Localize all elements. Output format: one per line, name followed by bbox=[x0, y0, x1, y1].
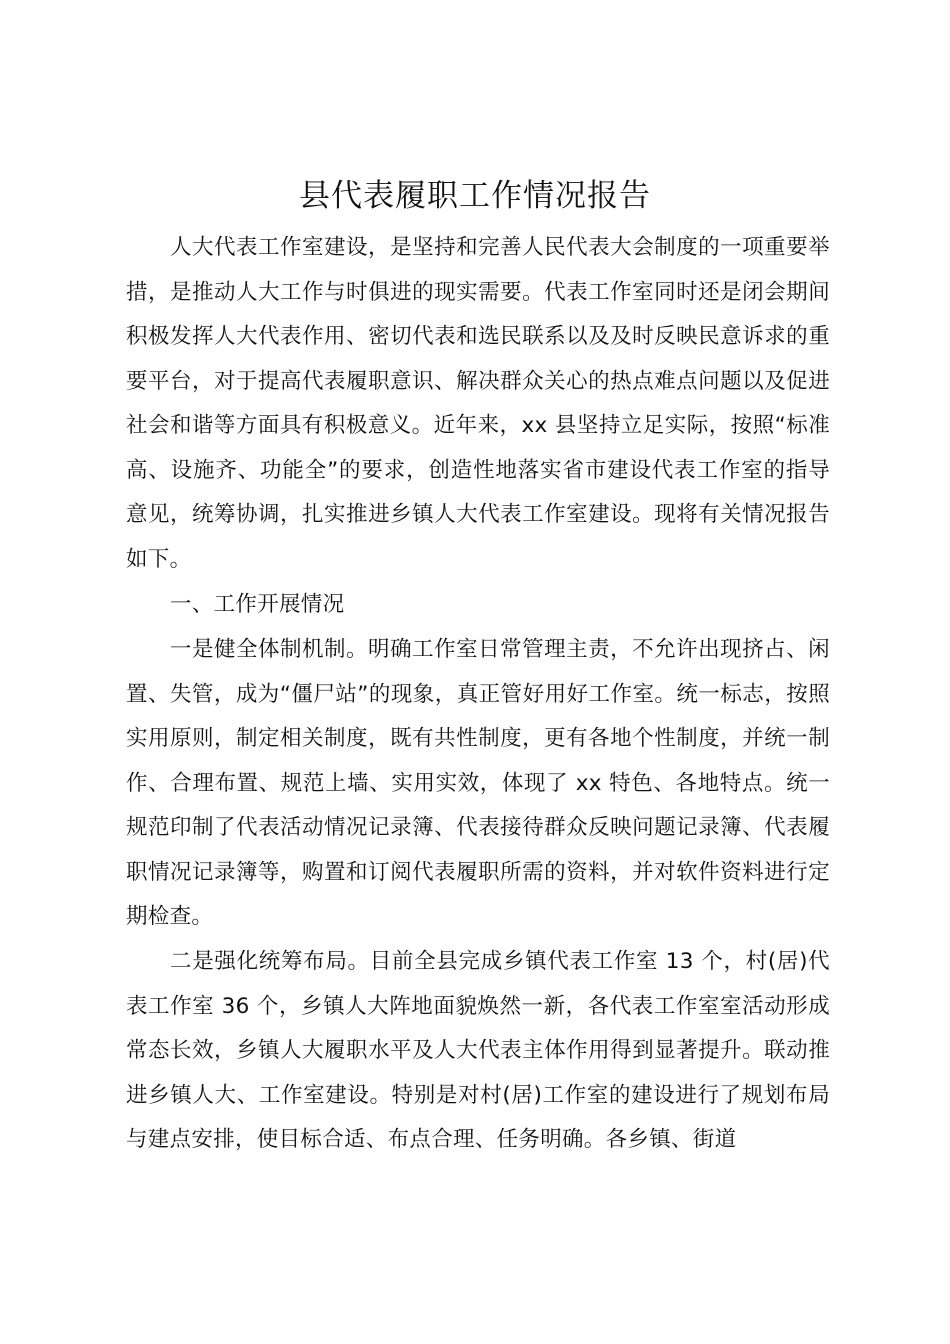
intro-paragraph: 人大代表工作室建设，是坚持和完善人民代表大会制度的一项重要举措，是推动人大工作与时俱进的现实需要。代表工作室同时还是闭会期间积极发挥人大代表作用、密切代表和选民联系以及及时反映民意诉求的重要平台，对于提高代表履职意识、解决群众关心的热点难点问题以及促进社会和谐等方面具有积极意义。近年来，xx 县坚持立足实际，按照“标准高、设施齐、功能全”的要求，创造性地落实省市建设代表工作室的指导意见，统筹协调，扎实推进乡镇人大代表工作室建设。现将有关情况报告如下。 bbox=[126, 235, 830, 572]
paragraph-mechanism: 一是健全体制机制。明确工作室日常管理主责，不允许出现挤占、闲置、失管，成为“僵尸站”的现象，真正管好用好工作室。统一标志，按照实用原则，制定相关制度，既有共性制度，更有各地个性制度，并统一制作、合理布置、规范上墙、实用实效，体现了 xx 特色、各地特点。统一规范印制了代表活动情况记录簿、代表接待群众反映问题记录簿、代表履职情况记录簿等，购置和订阅代表履职所需的资料，并对软件资料进行定期检查。 bbox=[126, 637, 830, 929]
paragraph-layout: 二是强化统筹布局。目前全县完成乡镇代表工作室 13 个，村(居)代表工作室 36 个，乡镇人大阵地面貌焕然一新，各代表工作室室活动形成常态长效，乡镇人大履职水平及人大代表主体作用得到显著提升。联动推进乡镇人大、工作室建设。特别是对村(居)工作室的建设进行了规划布局与建点安排，使目标合适、布点合理、任务明确。各乡镇、街道 bbox=[126, 949, 830, 1152]
document-title: 县代表履职工作情况报告 bbox=[299, 178, 651, 214]
section-heading: 一、工作开展情况 bbox=[170, 592, 345, 617]
